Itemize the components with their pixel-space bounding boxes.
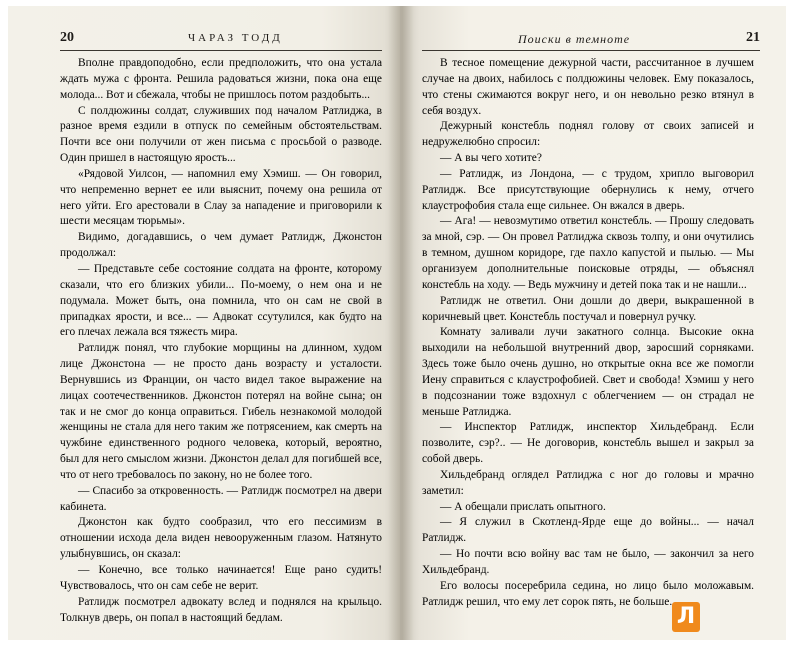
paragraph: — А вы чего хотите? [440, 152, 542, 165]
right-page-number: 21 [746, 30, 760, 45]
paragraph: — Ага! — невозмутимо ответил констебль. — Прошу следовать за мной, сэр. — Он провел Ратлиджа сквозь толпу, и они очутились в темном, душном коридоре, где пахло капустой и пылью. — Мы организуем дополнительные поисковые отряды, — объяснял констебль на ходу. — Ведь мужчину и детей пока так и не нашли... [422, 215, 754, 291]
paragraph: Хильдебранд оглядел Ратлиджа с ног до головы и мрачно заметил: [422, 468, 754, 497]
litres-logo-icon: Л [672, 602, 700, 632]
paragraph: — Инспектор Ратлидж, инспектор Хильдебранд. Если позволите, сэр?.. — Не договорив, констебль вышел и закрыл за собой дверь. [422, 421, 754, 466]
right-page-text [422, 56, 754, 611]
paragraph: Вполне правдоподобно, если предположить, что она устала ждать мужа с фронта. Решила радоваться жизни, пока она еще молода... Вот и сбежала, чтобы не пришлось потом раздобыть... [60, 57, 382, 101]
paragraph: «Рядовой Уилсон, — напомнил ему Хэмиш. — Он говорил, что непременно вернет ее или выяснит, почему она решила от него уйти. Его арестовали в Слау за нападение и приговорили к шести месяцам тюрьмы». [60, 167, 382, 228]
left-page-text [60, 56, 382, 626]
paragraph: — Спасибо за откровенность. — Ратлидж посмотрел на двери кабинета. [60, 484, 382, 513]
right-page-header [422, 24, 760, 51]
paragraph: С полдюжины солдат, служивших под началом Ратлиджа, в разное время ездили в отпуск по семейным обстоятельствам. Почти все они получили от жен письма с просьбой о разводе. Один пришел в настоящую ярость... [60, 104, 382, 165]
left-page-header [60, 24, 382, 51]
paragraph: — Ратлидж, из Лондона, — с трудом, хрипло выговорил Ратлидж. Все присутствующие обернулись к нему, отчего клаустрофобия стала еще сильнее. Он вжался в дверь. [422, 167, 754, 212]
right-running-head: Поиски в темноте [518, 32, 631, 46]
paragraph: Ратлидж понял, что глубокие морщины на длинном, худом лице Джонстона — не просто дань возрасту и усталости. Вернувшись из Франции, он часто видел такое выражение на лицах соотечественников. Джонстон потерял на войне сына; он так и не смог до конца оправиться. Гибель незнакомой молодой женщины не стала для него таким же потрясением, как смерть на чужбине единственного родного человека, который, вероятно, был для него смыслом жизни. Джонстон делал для погибшей все, что от него требовалось по закону, но не более того. [60, 342, 382, 481]
paragraph: Дежурный констебль поднял голову от своих записей и недружелюбно спросил: [422, 120, 754, 149]
paragraph: Видимо, догадавшись, о чем думает Ратлидж, Джонстон продолжал: [60, 231, 382, 260]
paragraph: — Представьте себе состояние солдата на фронте, которому сказали, что его близких убили... По-моему, о нем она и не подумала. Может быть, она помнила, что он сам не свой в припадках ярости, и все... — Адвокат ссутулился, как будто на его плечах лежала вся тяжесть мира. [60, 262, 382, 339]
paragraph: — Конечно, все только начинается! Еще рано судить! Чувствовалось, что он сам себе не верит. [60, 564, 382, 592]
paragraph: — Но почти всю войну вас там не было, — закончил за него Хильдебранд. [422, 548, 754, 576]
paragraph: Комнату заливали лучи закатного солнца. Высокие окна выходили на небольшой внутренний двор, заросший сорняками. Здесь тоже было очень душно, но открытые окна все же помогли Иену справиться с клаустрофобией. Свет и свобода! Хэмиш у него в подсознании тоже вздохнул с облегчением — он страдал не меньше Ратлиджа. [422, 326, 754, 418]
paragraph: Его волосы посеребрила седина, но лицо было моложавым. Ратлидж решил, что ему лет сорок пять, не больше. [422, 579, 754, 608]
paragraph: В тесное помещение дежурной части, рассчитанное в лучшем случае на двоих, набилось с полдюжины человек. Ему показалось, что стены сжимаются вокруг него, и он невольно резко втянул в себя воздух. [422, 57, 754, 117]
paragraph: Ратлидж посмотрел адвокату вслед и поднялся на крыльцо. Толкнув дверь, он попал в настоящий бедлам. [60, 595, 382, 624]
paragraph: Джонстон как будто сообразил, что его пессимизм в отношении исхода дела виден невооруженным глазом. Натянуто улыбнувшись, он сказал: [60, 516, 382, 561]
left-page-number: 20 [60, 30, 74, 45]
paragraph: — Я служил в Скотленд-Ярде еще до войны... — начал Ратлидж. [422, 516, 754, 545]
paragraph: — А обещали прислать опытного. [440, 500, 606, 513]
left-running-head: ЧАРАЗ ТОДД [188, 32, 283, 44]
paragraph: Ратлидж не ответил. Они дошли до двери, выкрашенной в коричневый цвет. Констебль постучал и повернул ручку. [422, 294, 754, 323]
